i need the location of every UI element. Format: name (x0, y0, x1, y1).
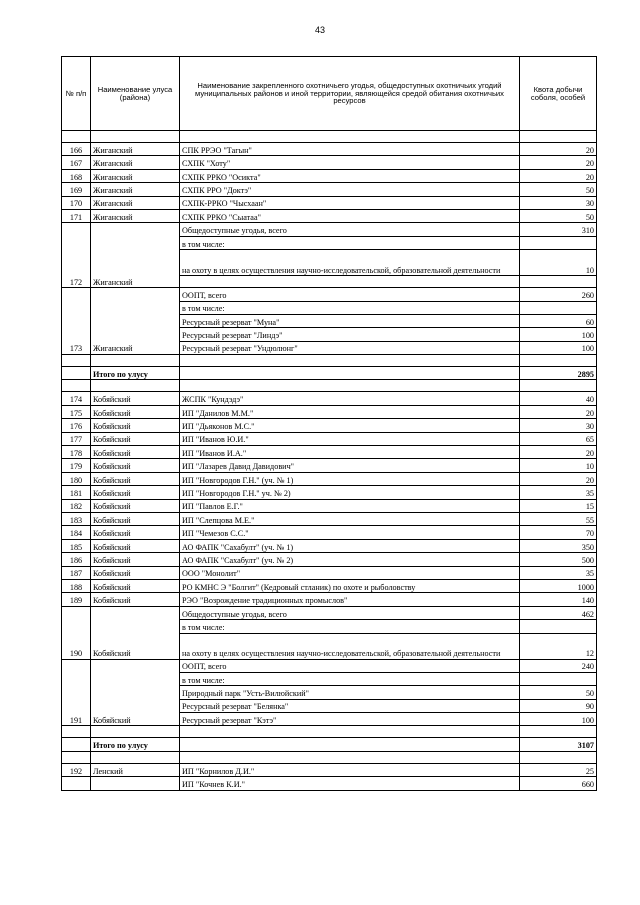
table-row (62, 432, 597, 445)
row-quota: 30 (520, 419, 597, 432)
row-ulus: Ленский (91, 763, 180, 776)
lensky-rows (62, 763, 597, 790)
row-number: 186 (62, 553, 91, 566)
table-row (62, 593, 597, 606)
row-name: Ресурсный резерват "Муна" (180, 314, 520, 327)
row-quota: 20 (520, 472, 597, 485)
row-name: ИП "Данилов М.М." (180, 405, 520, 418)
table-row (62, 579, 597, 592)
table-row-190a (62, 606, 597, 619)
row-ulus: Кобяйский (91, 579, 180, 592)
row-name: ИП "Кочнев К.И." (180, 777, 520, 790)
row-ulus: Кобяйский (91, 539, 180, 552)
row-quota: 65 (520, 432, 597, 445)
row-number: 183 (62, 512, 91, 525)
row-ulus: Кобяйский (91, 405, 180, 418)
row-name: в том числе: (180, 236, 520, 249)
row-quota-empty (520, 620, 597, 633)
row-number: 184 (62, 526, 91, 539)
row-quota: 240 (520, 659, 597, 672)
table-row (62, 143, 597, 156)
total-label: Итого по улусу (91, 367, 180, 380)
row-name: Ресурсный резерват "Кэтэ" (180, 713, 520, 726)
row-number: 181 (62, 486, 91, 499)
table-row (62, 486, 597, 499)
row-quota: 310 (520, 223, 597, 236)
table-row (62, 209, 597, 222)
row-number: 170 (62, 196, 91, 209)
row-ulus: Кобяйский (91, 512, 180, 525)
row-quota: 350 (520, 539, 597, 552)
table-row-173a (62, 288, 597, 301)
row-name: ООПТ, всего (180, 659, 520, 672)
row-quota: 100 (520, 713, 597, 726)
row-name: АО ФАПК "Сахабулт" (уч. № 2) (180, 553, 520, 566)
table-row (62, 156, 597, 169)
row-name: СХПК РРО "Доктэ" (180, 183, 520, 196)
row-quota: 25 (520, 763, 597, 776)
row-number: 168 (62, 169, 91, 182)
row-ulus: Кобяйский (91, 659, 180, 726)
row-name: РО КМНС Э "Болгит" (Кедровый стланик) по охоте и рыболовству (180, 579, 520, 592)
row-quota: 20 (520, 446, 597, 459)
spacer-row (62, 751, 597, 763)
row-ulus: Кобяйский (91, 553, 180, 566)
row-number: 188 (62, 579, 91, 592)
table-row (62, 459, 597, 472)
header-num: № п/п (62, 57, 91, 131)
header-quota: Квота добычи соболя, особей (520, 57, 597, 131)
row-quota: 20 (520, 143, 597, 156)
row-name: АО ФАПК "Сахабулт" (уч. № 1) (180, 539, 520, 552)
row-number: 178 (62, 446, 91, 459)
table-row (62, 405, 597, 418)
row-ulus: Жиганский (91, 223, 180, 288)
row-number: 192 (62, 763, 91, 776)
table-row-172a (62, 223, 597, 236)
row-name: ООПТ, всего (180, 288, 520, 301)
row-quota: 50 (520, 183, 597, 196)
row-name: в том числе: (180, 672, 520, 685)
row-quota: 462 (520, 606, 597, 619)
sable-quota-table (61, 56, 597, 791)
row-number: 172 (62, 223, 91, 288)
row-ulus: Кобяйский (91, 566, 180, 579)
zhigansky-rows (62, 143, 597, 223)
row-ulus: Жиганский (91, 209, 180, 222)
total-row-kobyaysky (62, 738, 597, 751)
row-name: Ресурсный резерват "Ундюлюнг" (180, 341, 520, 354)
row-quota-empty (520, 236, 597, 249)
row-name: ИП "Корнилов Д.И." (180, 763, 520, 776)
table-row (62, 196, 597, 209)
row-number: 182 (62, 499, 91, 512)
row-ulus: Кобяйский (91, 432, 180, 445)
row-ulus: Кобяйский (91, 419, 180, 432)
row-ulus: Кобяйский (91, 446, 180, 459)
row-quota: 140 (520, 593, 597, 606)
row-number: 166 (62, 143, 91, 156)
row-name: Природный парк "Усть-Вилюйский" (180, 686, 520, 699)
row-number: 171 (62, 209, 91, 222)
row-name: на охоту в целях осуществления научно-исследовательской, образовательной деятельности (180, 633, 520, 659)
table-row (62, 777, 597, 790)
row-quota: 20 (520, 169, 597, 182)
row-name: СХПК-РРКО "Чысхаан" (180, 196, 520, 209)
row-name: ИП "Павлов Е.Г." (180, 499, 520, 512)
row-number: 169 (62, 183, 91, 196)
row-ulus: Кобяйский (91, 472, 180, 485)
page-number: 43 (314, 25, 325, 35)
row-ulus: Кобяйский (91, 392, 180, 405)
row-quota: 55 (520, 512, 597, 525)
row-quota: 500 (520, 553, 597, 566)
table-row (62, 183, 597, 196)
row-name: СХПК РРКО "Осикта" (180, 169, 520, 182)
row-quota: 10 (520, 250, 597, 276)
row-quota: 10 (520, 459, 597, 472)
row-ulus: Кобяйский (91, 606, 180, 659)
row-quota: 15 (520, 499, 597, 512)
table-row (62, 512, 597, 525)
row-name: Ресурсный резерват "Белянка" (180, 699, 520, 712)
row-ulus: Жиганский (91, 183, 180, 196)
row-quota: 35 (520, 486, 597, 499)
row-quota: 30 (520, 196, 597, 209)
row-ulus: Жиганский (91, 156, 180, 169)
spacer-row (62, 726, 597, 738)
row-number: 174 (62, 392, 91, 405)
table-row (62, 472, 597, 485)
header-name: Наименование закрепленного охотничьего угодья, общедоступных охотничьих угодий муниципальных районов и иной территории, являющейся средой обитания охотничьих ресурсов (180, 57, 520, 131)
row-name: ИП "Иванов Ю.И." (180, 432, 520, 445)
row-number: 179 (62, 459, 91, 472)
table-row (62, 419, 597, 432)
row-name: ИП "Новгородов Г.Н." (уч. № 1) (180, 472, 520, 485)
row-name: ИП "Лазарев Давид Давидович" (180, 459, 520, 472)
row-name: ИП "Слепцова М.Е." (180, 512, 520, 525)
row-number (62, 777, 91, 790)
total-label: Итого по улусу (91, 738, 180, 751)
row-name: ООО "Монолит" (180, 566, 520, 579)
row-number: 167 (62, 156, 91, 169)
kobyaysky-rows (62, 392, 597, 606)
row-number: 189 (62, 593, 91, 606)
row-ulus: Кобяйский (91, 526, 180, 539)
table-row (62, 763, 597, 776)
row-ulus: Жиганский (91, 288, 180, 355)
row-ulus: Жиганский (91, 196, 180, 209)
row-name: Ресурсный резерват "Линдэ" (180, 328, 520, 341)
row-quota: 12 (520, 633, 597, 659)
spacer-row (62, 380, 597, 392)
row-quota: 60 (520, 314, 597, 327)
table-header-row (62, 57, 597, 131)
row-quota-empty (520, 672, 597, 685)
table-row (62, 446, 597, 459)
row-quota-empty (520, 301, 597, 314)
total-value: 3107 (520, 738, 597, 751)
row-quota: 90 (520, 699, 597, 712)
row-name: ИП "Чемезов С.С." (180, 526, 520, 539)
spacer-row (62, 131, 597, 143)
row-name: ИП "Иванов И.А." (180, 446, 520, 459)
table-row (62, 566, 597, 579)
table-row (62, 499, 597, 512)
table-row (62, 392, 597, 405)
row-ulus: Кобяйский (91, 486, 180, 499)
table-row (62, 169, 597, 182)
row-name: ИП "Новгородов Г.Н." уч. № 2) (180, 486, 520, 499)
row-number: 177 (62, 432, 91, 445)
row-number: 173 (62, 288, 91, 355)
row-name: в том числе: (180, 301, 520, 314)
row-number: 187 (62, 566, 91, 579)
row-quota: 100 (520, 341, 597, 354)
row-quota: 100 (520, 328, 597, 341)
row-ulus: Кобяйский (91, 499, 180, 512)
row-quota: 35 (520, 566, 597, 579)
row-ulus: Жиганский (91, 169, 180, 182)
row-quota: 1000 (520, 579, 597, 592)
row-quota: 20 (520, 156, 597, 169)
row-name: Общедоступные угодья, всего (180, 606, 520, 619)
row-quota: 40 (520, 392, 597, 405)
row-quota: 660 (520, 777, 597, 790)
row-number: 190 (62, 606, 91, 659)
row-quota: 70 (520, 526, 597, 539)
table-row-191a (62, 659, 597, 672)
row-name: РЭО "Возрождение традиционных промыслов" (180, 593, 520, 606)
row-ulus: Жиганский (91, 143, 180, 156)
row-name: СХПК РРКО "Сыатаа" (180, 209, 520, 222)
row-number: 175 (62, 405, 91, 418)
table-row (62, 539, 597, 552)
row-ulus (91, 777, 180, 790)
row-number: 176 (62, 419, 91, 432)
row-name: ЖСПК "Кундэдэ" (180, 392, 520, 405)
table-row (62, 526, 597, 539)
header-ulus: Наименование улуса (района) (91, 57, 180, 131)
total-row-zhigansky (62, 367, 597, 380)
spacer-row (62, 355, 597, 367)
table-row (62, 553, 597, 566)
row-name: ИП "Дьяконов М.С." (180, 419, 520, 432)
row-name: СПК РРЭО "Тагын" (180, 143, 520, 156)
row-name: на охоту в целях осуществления научно-исследовательской, образовательной деятельности (180, 250, 520, 276)
row-ulus: Кобяйский (91, 593, 180, 606)
row-ulus: Кобяйский (91, 459, 180, 472)
row-name: СХПК "Хоту" (180, 156, 520, 169)
row-name: Общедоступные угодья, всего (180, 223, 520, 236)
row-number: 180 (62, 472, 91, 485)
row-quota: 260 (520, 288, 597, 301)
row-quota: 50 (520, 209, 597, 222)
row-name: в том числе: (180, 620, 520, 633)
row-quota: 20 (520, 405, 597, 418)
row-number: 185 (62, 539, 91, 552)
row-number: 191 (62, 659, 91, 726)
row-quota: 50 (520, 686, 597, 699)
total-value: 2895 (520, 367, 597, 380)
